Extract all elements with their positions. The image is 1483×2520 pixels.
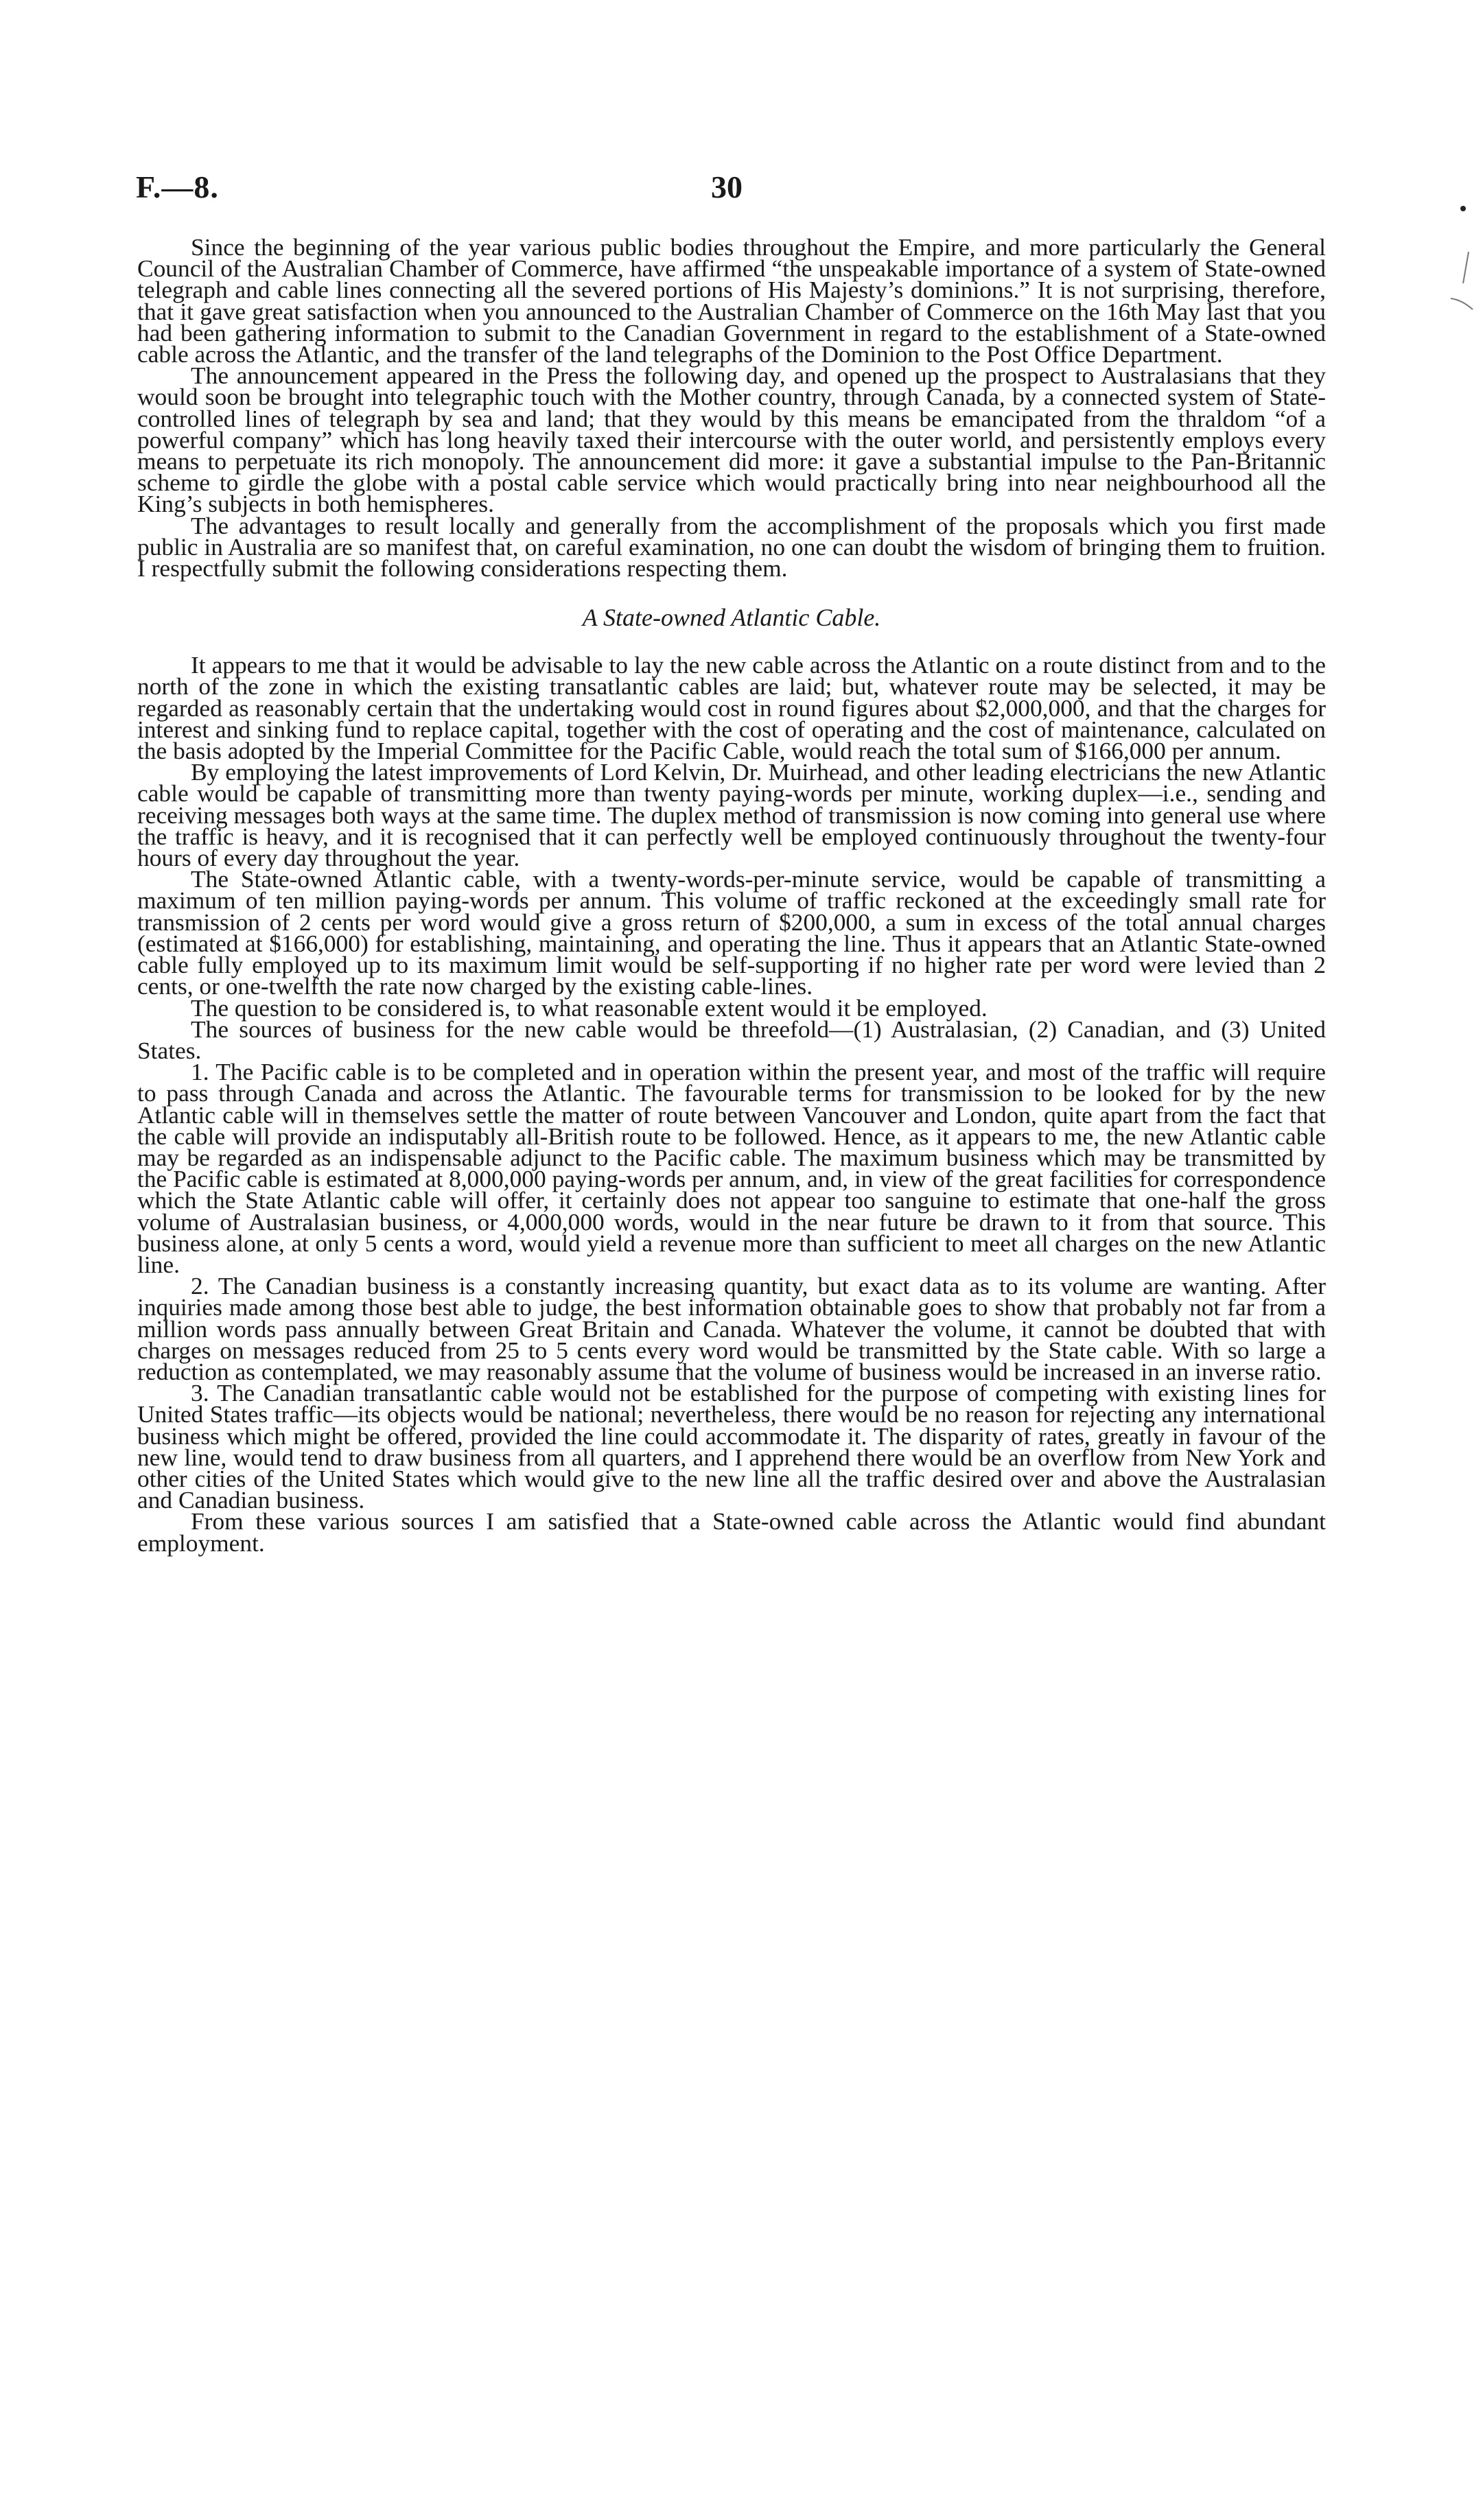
paragraph-6: The State-owned Atlantic cable, with a twenty-words-per-minute service, would be capable of transmitting a maximum of ten million paying-words per annum. This volume of traffic reckoned at the exceedingly small rate for transmission of 2 cents per word would give a gross return of $200,000, a sum in excess of the total annual charges (estimated at $166,000) for establishing, maintaining, and operating the line. Thus it appears that an Atlantic State-owned cable fully employed up to its maximum limit would be self-supporting if no higher rate per word were levied than 2 cents, or one-twelfth the rate now charged by the existing cable-lines. (137, 865, 1326, 1000)
paragraph-1: Since the beginning of the year various public bodies throughout the Empire, and more particularly the General Council of the Australian Chamber of Commerce, have affirmed “the unspeakable importance of a system of State-owned telegraph and cable lines connecting all the severed portions of His Majesty’s dominions.” It is not surprising, therefore, that it gave great satisfaction when you announced to the Australian Chamber of Commerce on the 16th May last that you had been gathering information to submit to the Canadian Government in regard to the establishment of a State-owned cable across the Atlantic, and the transfer of the land telegraphs of the Dominion to the Post Office Department. (137, 233, 1326, 368)
paragraph-8: The sources of business for the new cable would be threefold—(1) Australasian, (2) Canadian, and (3) United States. (137, 1015, 1326, 1064)
page-header (0, 0, 1483, 226)
paragraph-2: The announcement appeared in the Press the following day, and opened up the prospect to Australasians that they would soon be brought into telegraphic touch with the Mother country, through Canada, by a connected system of State-controlled lines of telegraph by sea and land; that they would by this means be emancipated from the thraldom “of a powerful company” which has long heavily taxed their intercourse with the outer world, and persistently employs every means to perpetuate its rich monopoly. The announcement did more: it gave a substantial impulse to the Pan-Britannic scheme to girdle the globe with a postal cable service which would practically bring into near neighbourhood all the King’s subjects in both hemispheres. (137, 362, 1326, 518)
paragraph-12: From these various sources I am satisfied that a State-owned cable across the Atlantic would find abundant employment. (137, 1507, 1326, 1557)
paragraph-4: It appears to me that it would be advisable to lay the new cable across the Atlantic on a route distinct from and to the north of the zone in which the existing transatlantic cables are laid; but, whatever route may be selected, it may be regarded as reasonably certain that the undertaking would cost in round figures about $2,000,000, and that the charges for interest and sinking fund to replace capital, together with the cost of operating and the cost of maintenance, calculated on the basis adopted by the Imperial Committee for the Pacific Cable, would reach the total sum of $166,000 per annum. (137, 651, 1326, 765)
margin-pencil-mark (1448, 250, 1475, 312)
paragraph-11: 3. The Canadian transatlantic cable would not be established for the purpose of competing with existing lines for United States traffic—its objects would be national; nevertheless, there would be no reason for rejecting any international business which might be offered, provided the line could accommodate it. The disparity of rates, greatly in favour of the new line, would tend to draw business from all quarters, and I apprehend there would be an overflow from New York and other cities of the United States which would give to the new line all the traffic desired over and above the Australasian and Canadian business. (137, 1379, 1326, 1514)
paragraph-5: By employing the latest improvements of Lord Kelvin, Dr. Muirhead, and other leading electricians the new Atlantic cable would be capable of transmitting more than twenty paying-words per minute, working duplex—i.e., sending and receiving messages both ways at the same time. The duplex method of transmission is now coming into general use where the traffic is heavy, and it is recognised that it can perfectly well be employed continuously throughout the twenty-four hours of every day throughout the year. (137, 758, 1326, 872)
paragraph-3: The advantages to result locally and generally from the accomplishment of the proposals which you first made public in Australia are so manifest that, on careful examination, no one can doubt the wisdom of bringing them to fruition. I respectfully submit the following considerations respecting them. (137, 511, 1326, 582)
page-number: 30 (711, 169, 743, 204)
document-reference: F.—8. (136, 169, 219, 204)
document-body (137, 233, 1326, 1557)
paragraph-7: The question to be considered is, to what reasonable extent would it be employed. (191, 993, 988, 1022)
paragraph-9: 1. The Pacific cable is to be completed and in operation within the present year, and most of the traffic will require to pass through Canada and across the Atlantic. The favourable terms for transmission to be looked for by the new Atlantic cable will in themselves settle the matter of route between Vancouver and London, quite apart from the fact that the cable will provide an indisputably all-British route to be followed. Hence, as it appears to me, the new Atlantic cable may be regarded as an indispensable adjunct to the Pacific cable. The maximum business which may be transmitted by the Pacific cable is estimated at 8,000,000 paying-words per annum, and, in view of the great facilities for correspondence which the State Atlantic cable will offer, it certainly does not appear too sanguine to estimate that one-half the gross volume of Australasian business, or 4,000,000 words, would in the near future be drawn to it from that source. This business alone, at only 5 cents a word, would yield a revenue more than sufficient to meet all charges on the new Atlantic line. (137, 1058, 1326, 1278)
section-heading: A State-owned Atlantic Cable. (582, 604, 881, 632)
margin-dot-mark (1460, 206, 1466, 211)
paragraph-10: 2. The Canadian business is a constantly increasing quantity, but exact data as to its volume are wanting. After inquiries made among those best able to judge, the best information obtainable goes to show that probably not far from a million words pass annually between Great Britain and Canada. Whatever the volume, it cannot be doubted that with charges on messages reduced from 25 to 5 cents every word would be transmitted by the State cable. With so large a reduction as contemplated, we may reasonably assume that the volume of business would be increased in an inverse ratio. (137, 1272, 1326, 1385)
